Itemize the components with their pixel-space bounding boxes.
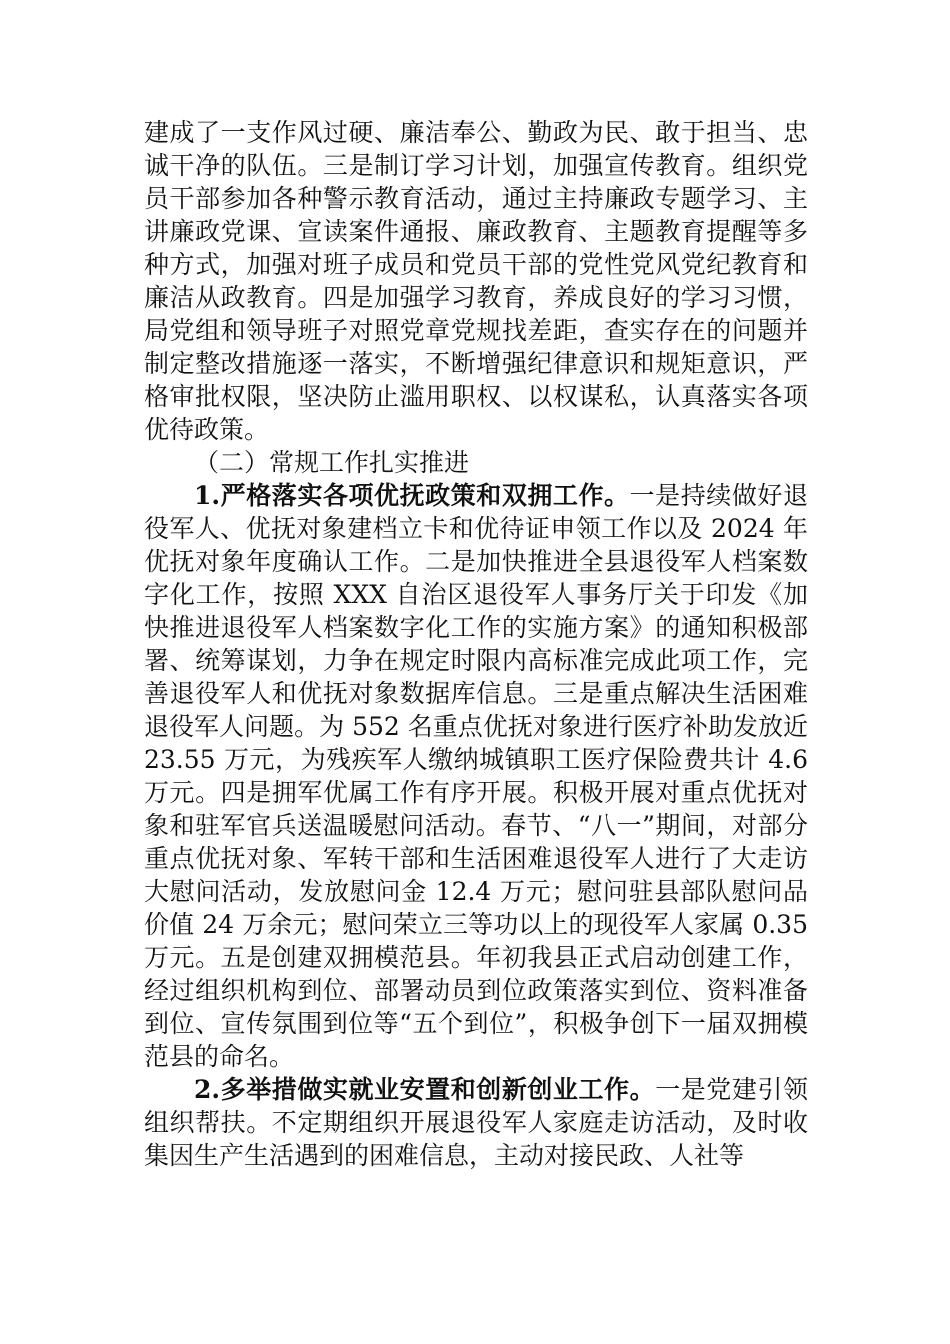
paragraph-lead-title: 1.严格落实各项优抚政策和双拥工作。 [194, 481, 630, 510]
document-page [144, 116, 808, 1172]
paragraph-lead-title: 2.多举措做实就业安置和创新创业工作。 [194, 1075, 656, 1104]
paragraph-intro: 建成了一支作风过硬、廉洁奉公、勤政为民、敢于担当、忠诚干净的队伍。三是制订学习计划，加强宣传教育。组织党员干部参加各种警示教育活动，通过主持廉政专题学习、主讲廉政党课、宣读案件通报、廉政教育、主题教育提醒等多种方式，加强对班子成员和党员干部的党性党风党纪教育和廉洁从政教育。四是加强学习教育，养成良好的学习习惯，局党组和领导班子对照党章党规找差距，查实存在的问题并制定整改措施逐一落实，不断增强纪律意识和规矩意识，严格审批权限，坚决防止滥用职权、以权谋私，认真落实各项优待政策。 [144, 118, 808, 444]
paragraph-body: 一是持续做好退役军人、优抚对象建档立卡和优待证申领工作以及 2024 年优抚对象年度确认工作。二是加快推进全县退役军人档案数字化工作，按照 XXX 自治区退役军人事务厅关于印发《加快推进退役军人档案数字化工作的实施方案》的通知积极部署、统筹谋划，力争在规定时限内高标准完成此项工作，完善退役军人和优抚对象数据库信息。三是重点解决生活困难退役军人问题。为 552 名重点优抚对象进行医疗补助发放近 23.55 万元，为残疾军人缴纳城镇职工医疗保险费共计 4.6 万元。四是拥军优属工作有序开展。积极开展对重点优抚对象和驻军官兵送温暖慰问活动。春节、“八一”期间，对部分重点优抚对象、军转干部和生活困难退役军人进行了大走访大慰问活动，发放慰问金 12.4 万元；慰问驻县部队慰问品价值 24 万余元；慰问荣立三等功以上的现役军人家属 0.35 万元。五是创建双拥模范县。年初我县正式启动创建工作，经过组织机构到位、部署动员到位政策落实到位、资料准备到位、宣传氛围到位等“五个到位”，积极争创下一届双拥模范县的命名。 [144, 481, 808, 1071]
paragraph-body: 一是党建引领组织帮扶。不定期组织开展退役军人家庭走访活动，及时收集因生产生活遇到的困难信息，主动对接民政、人社等 [144, 1075, 808, 1170]
section-heading: （二）常规工作扎实推进 [194, 448, 470, 477]
paragraph-preferential-policies [144, 479, 808, 1073]
paragraph-employment [144, 1073, 808, 1172]
